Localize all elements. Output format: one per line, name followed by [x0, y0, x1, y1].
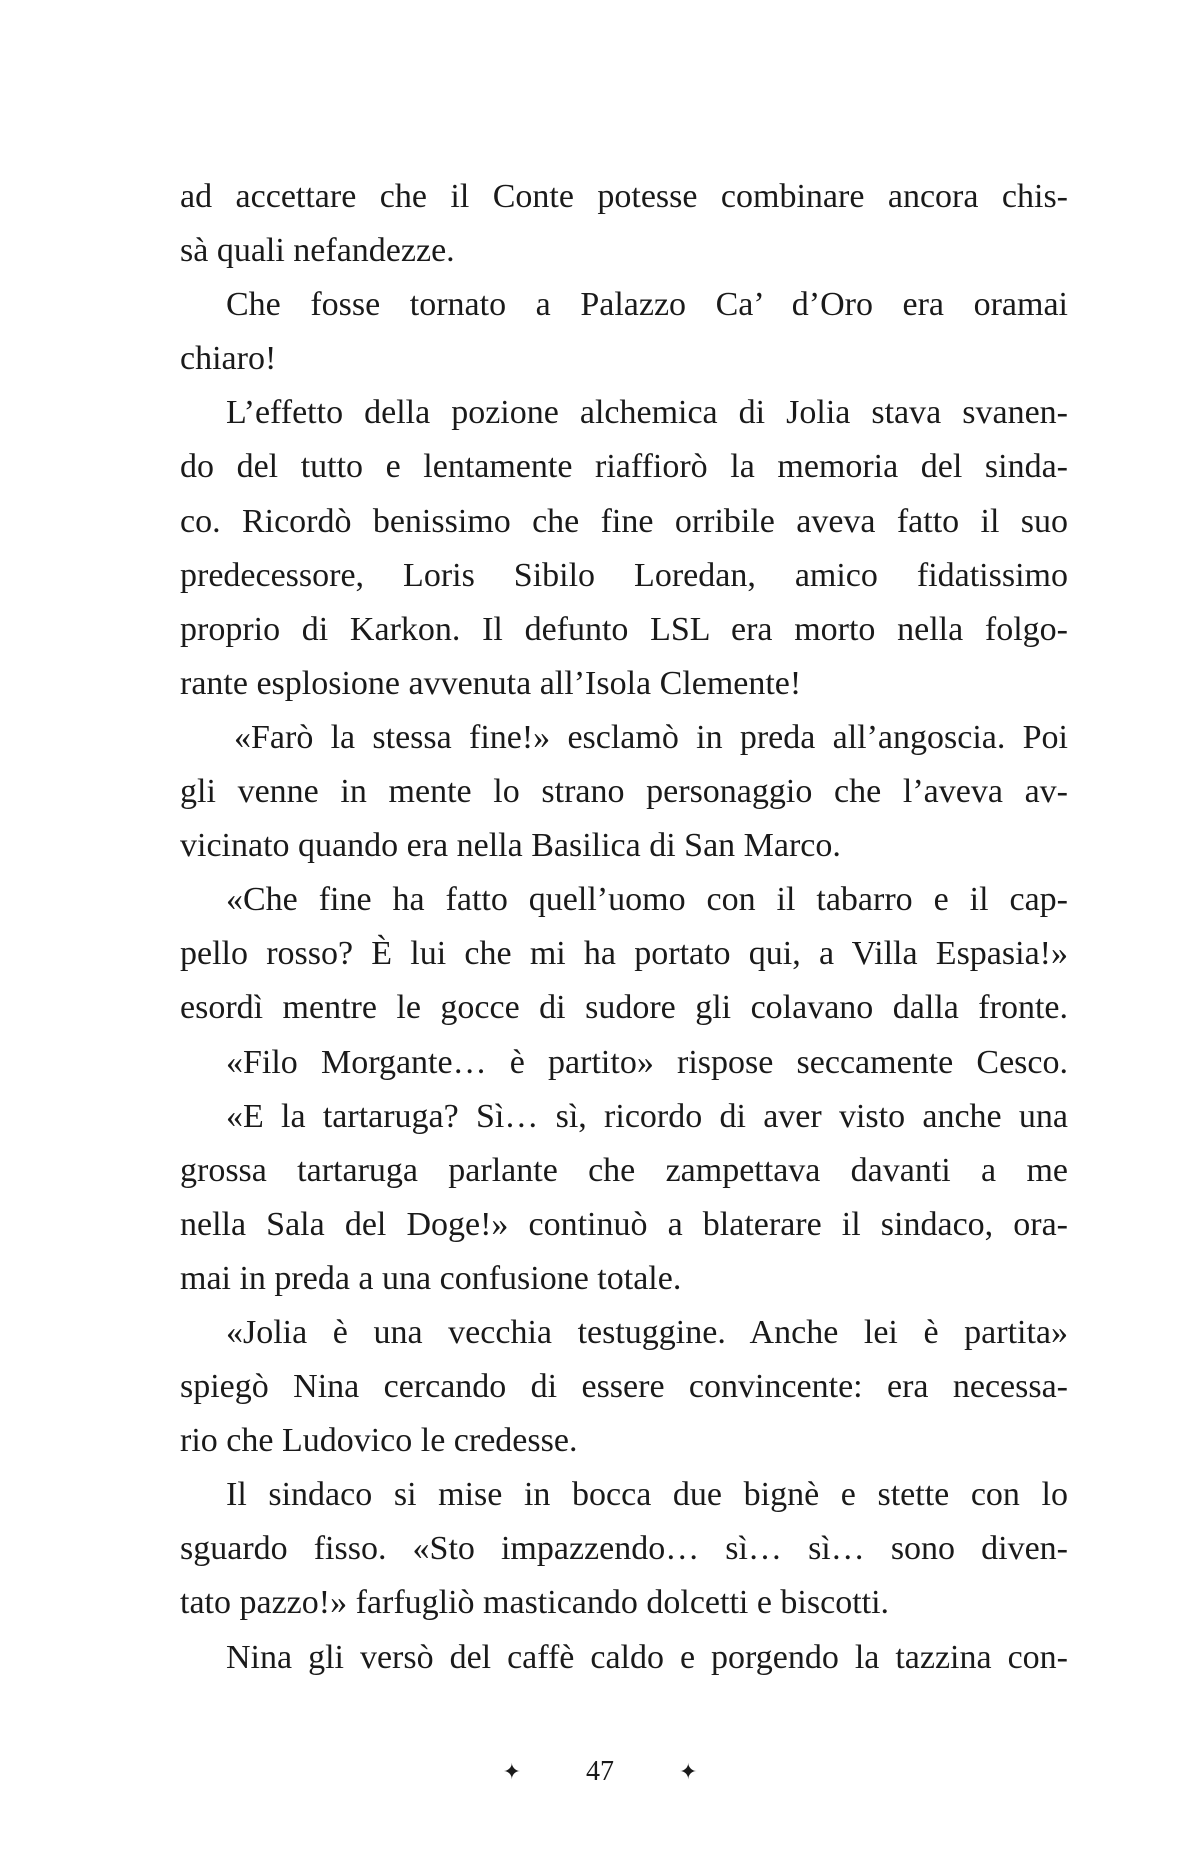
- text-line: «E la tartaruga? Sì… sì, ricordo di aver visto anche una: [226, 1097, 1068, 1135]
- text-line: spiegò Nina cercando di essere convincente: era necessa-: [180, 1368, 1068, 1406]
- text-line: grossa tartaruga parlante che zampettava davanti a me: [180, 1151, 1068, 1189]
- text-line: vicinato quando era nella Basilica di San Marco.: [180, 827, 841, 865]
- text-line: «Filo Morgante… è partito» rispose seccamente Cesco.: [226, 1043, 1068, 1081]
- text-line: Il sindaco si mise in bocca due bignè e stette con lo: [226, 1476, 1068, 1514]
- text-line: «Jolia è una vecchia testuggine. Anche lei è partita»: [226, 1313, 1068, 1351]
- text-line: predecessore, Loris Sibilo Loredan, amico fidatissimo: [180, 556, 1068, 594]
- left-ornament-icon: ✦: [502, 1758, 521, 1784]
- text-line: L’effetto della pozione alchemica di Jolia stava svanen-: [226, 394, 1068, 432]
- text-line: «Che fine ha fatto quell’uomo con il tabarro e il cap-: [226, 881, 1068, 919]
- text-line: rante esplosione avvenuta all’Isola Clemente!: [180, 664, 802, 702]
- text-line: mai in preda a una confusione totale.: [180, 1259, 682, 1297]
- text-line: esordì mentre le gocce di sudore gli colavano dalla fronte.: [180, 989, 1068, 1027]
- text-line: Che fosse tornato a Palazzo Ca’ d’Oro era oramai: [226, 286, 1068, 324]
- text-line: gli venne in mente lo strano personaggio che l’aveva av-: [180, 773, 1068, 811]
- text-line: proprio di Karkon. Il defunto LSL era morto nella folgo-: [180, 610, 1068, 648]
- text-line: sà quali nefandezze.: [180, 232, 455, 270]
- book-page-text: [180, 170, 1068, 1685]
- text-line: co. Ricordò benissimo che fine orribile aveva fatto il suo: [180, 502, 1068, 540]
- right-ornament-icon: ✦: [679, 1758, 698, 1784]
- text-line: ad accettare che il Conte potesse combinare ancora chis-: [180, 178, 1068, 215]
- page-footer: [0, 1745, 1200, 1795]
- text-line: «Farò la stessa fine!» esclamò in preda all’angoscia. Poi: [234, 718, 1068, 756]
- text-line: rio che Ludovico le credesse.: [180, 1422, 578, 1460]
- text-line: Nina gli versò del caffè caldo e porgendo la tazzina con-: [226, 1638, 1068, 1676]
- text-line: chiaro!: [180, 340, 277, 378]
- text-line: pello rosso? È lui che mi ha portato qui, a Villa Espasia!»: [180, 935, 1068, 973]
- text-line: sguardo fisso. «Sto impazzendo… sì… sì… sono diven-: [180, 1530, 1068, 1568]
- text-line: do del tutto e lentamente riaffiorò la memoria del sinda-: [180, 448, 1068, 486]
- text-line: nella Sala del Doge!» continuò a blaterare il sindaco, ora-: [180, 1205, 1068, 1243]
- text-line: tato pazzo!» farfugliò masticando dolcetti e biscotti.: [180, 1584, 890, 1622]
- page-number: 47: [586, 1755, 614, 1787]
